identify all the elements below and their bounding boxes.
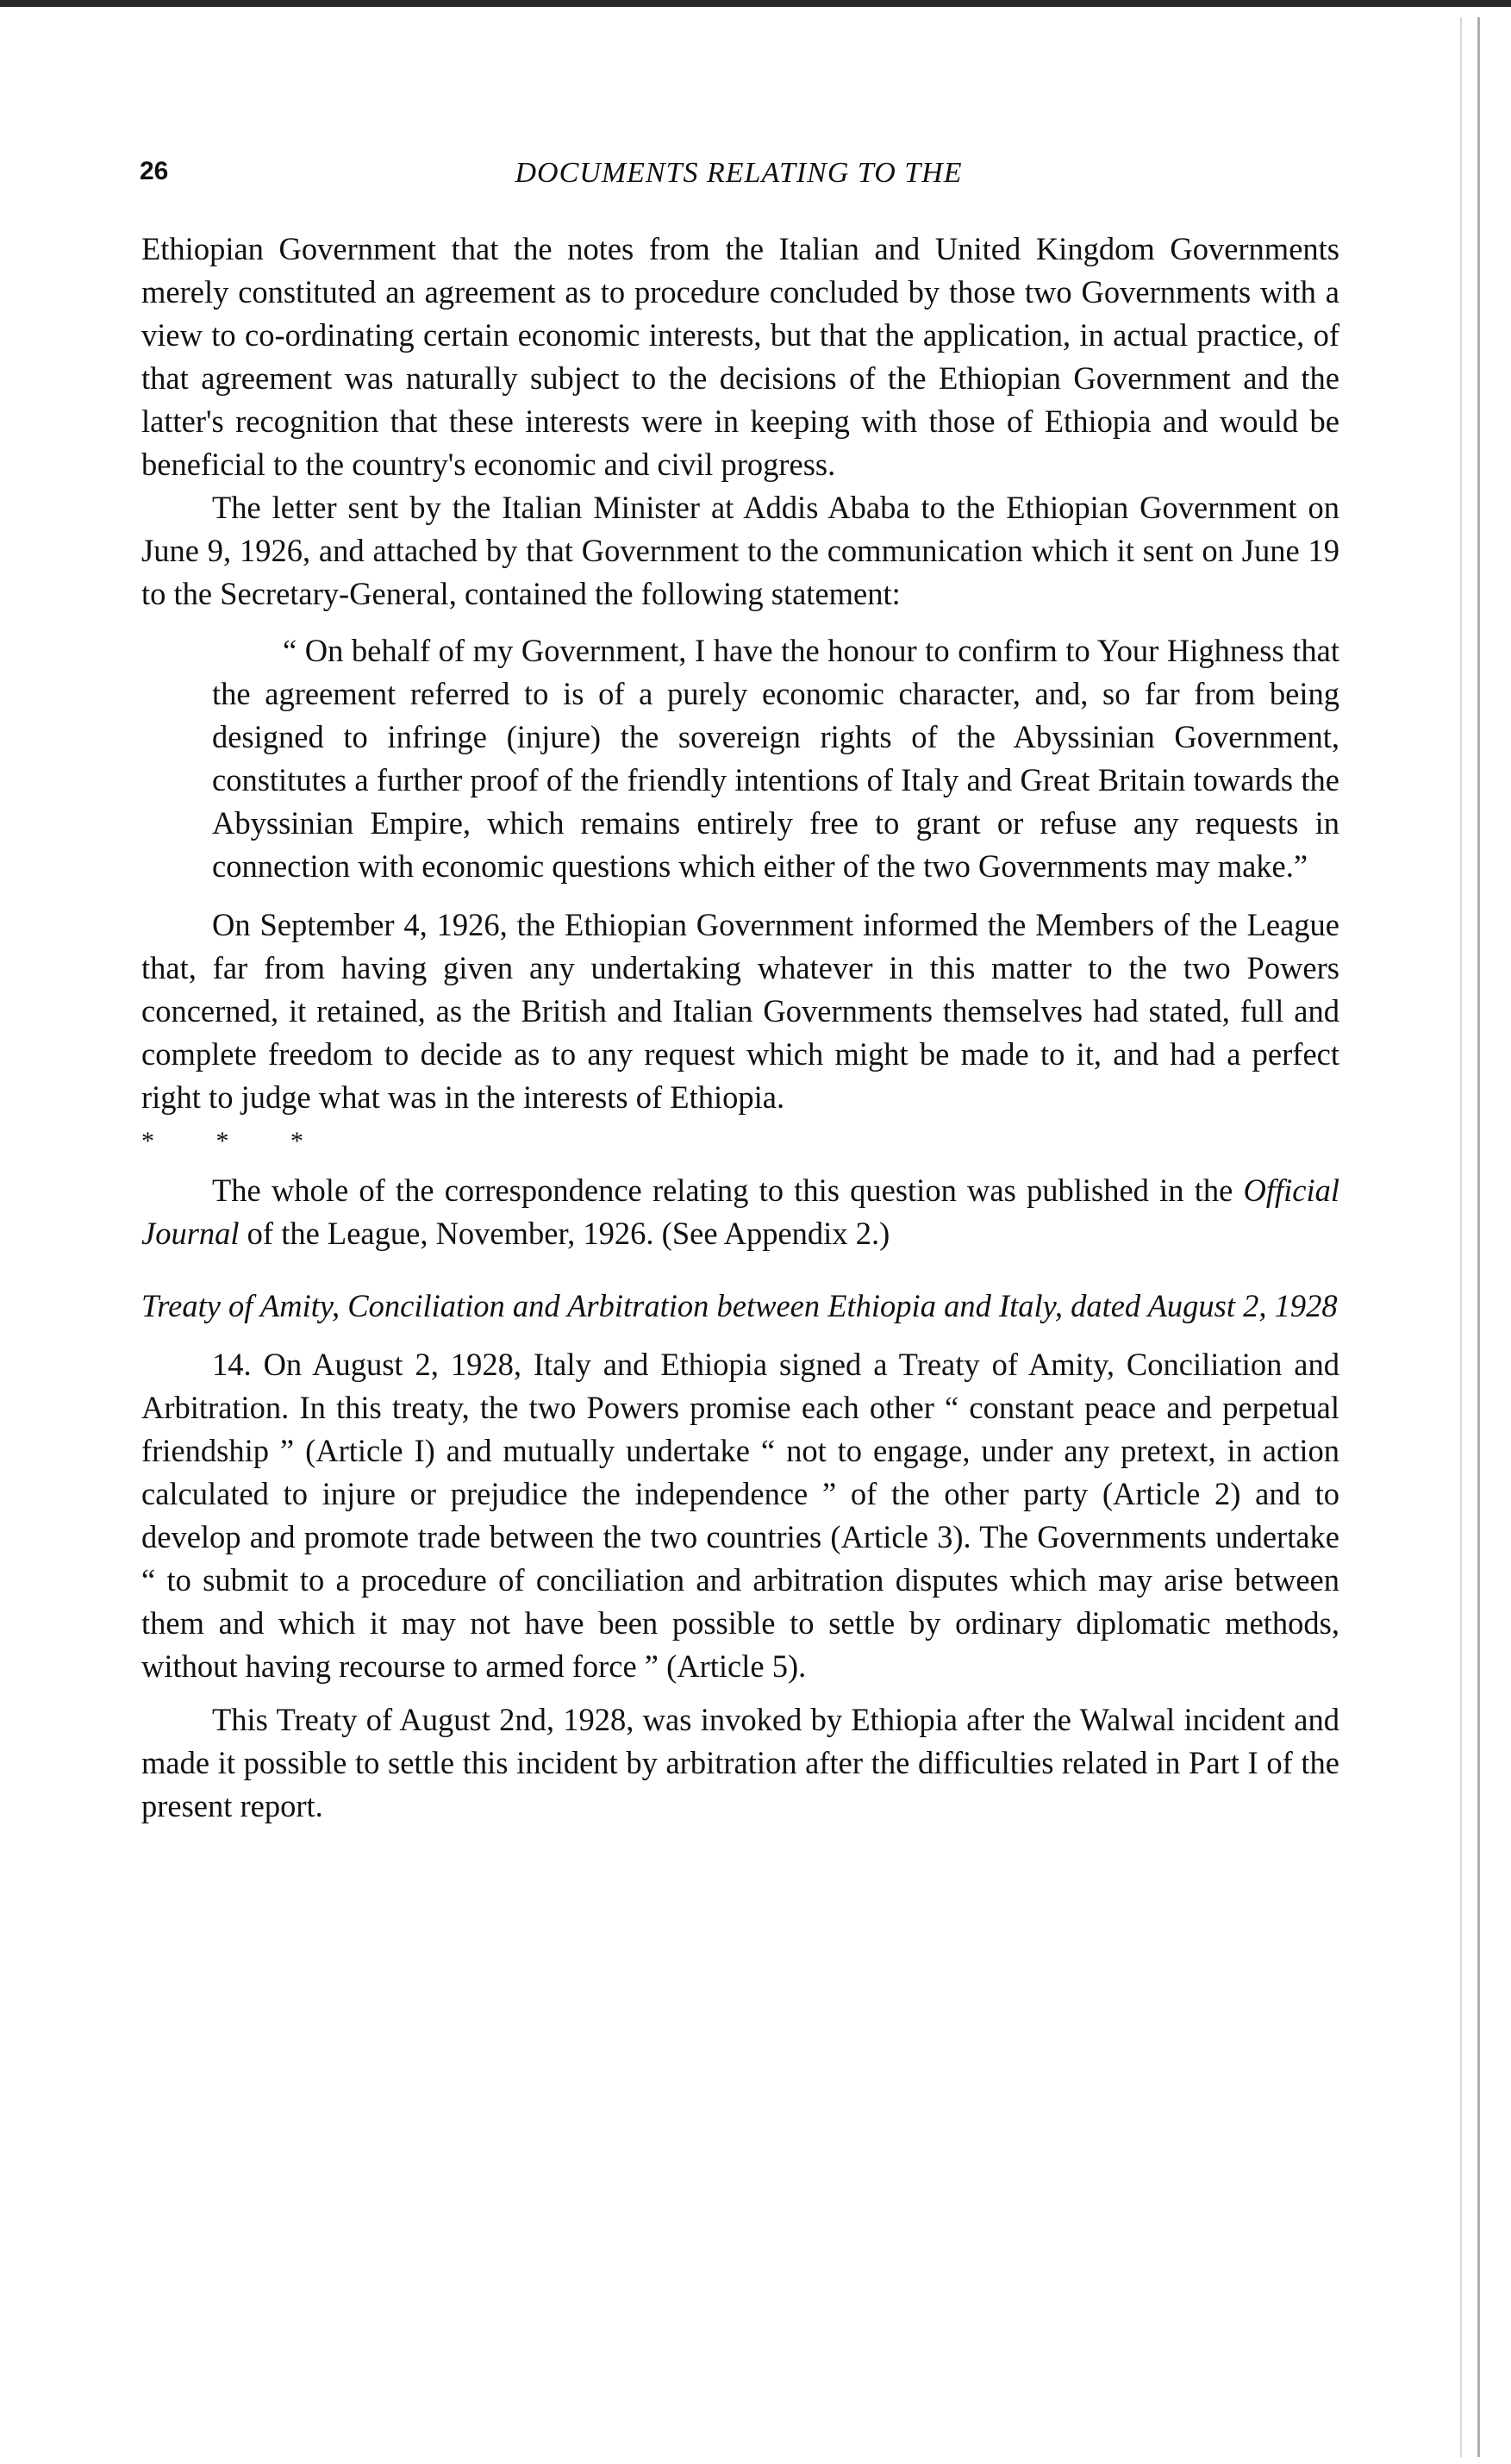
section-heading: Treaty of Amity, Conciliation and Arbitration between Ethiopia and Italy, dated August 2, 1928 (141, 1288, 1338, 1323)
official-journal-title: Official Journal (141, 1173, 1339, 1251)
paragraph-treaty-invoked: This Treaty of August 2nd, 1928, was invoked by Ethiopia after the Walwal incident and made it possible to settle this incident by arbitration after the difficulties related in Part I of the present report. (141, 1702, 1339, 1823)
page-header (140, 157, 1338, 200)
paragraph-correspondence (141, 1169, 1339, 1255)
top-scan-edge (0, 0, 1511, 7)
paragraph-continuation: Ethiopian Government that the notes from the Italian and United Kingdom Governments merely constituted an agreement as to procedure concluded by those two Governments with a view to co-ordinating certain economic interests, but that the application, in actual practice, of that agreement was naturally subject to the decisions of the Ethiopian Government and the latter's recognition that these interests were in keeping with those of Ethiopia and would be beneficial to the country's economic and civil progress. (141, 231, 1339, 482)
section-break-stars: * * * (141, 1127, 303, 1155)
paragraph-september: On September 4, 1926, the Ethiopian Government informed the Members of the League that, far from having given any undertaking whatever in this matter to the two Powers concerned, it retained, as the British and Italian Governments themselves had stated, full and complete freedom to decide as to any request which might be made to it, and had a perfect right to judge what was in the interests of Ethiopia. (141, 907, 1339, 1115)
paragraph-14: 14. On August 2, 1928, Italy and Ethiopia signed a Treaty of Amity, Conciliation and Arbitration. In this treaty, the two Powers promise each other “ constant peace and perpetual friendship ” (Article I) and mutually undertake “ not to engage, under any pretext, in action calculated to injure or prejudice the independence ” of the other party (Article 2) and to develop and promote trade between the two countries (Article 3). The Governments undertake “ to submit to a procedure of conciliation and arbitration disputes which may arise between them and which it may not have been possible to settle by ordinary diplomatic methods, without having recourse to armed force ” (Article 5). (141, 1347, 1339, 1684)
running-title: DOCUMENTS RELATING TO THE (515, 157, 963, 189)
correspondence-text-end: of the League, November, 1926. (See Appendix 2.) (239, 1216, 890, 1251)
body-text (141, 228, 1339, 1828)
paragraph-letter: The letter sent by the Italian Minister at Addis Ababa to the Ethiopian Government on June 9, 1926, and attached by that Government to the communication which it sent on June 19 to the Secretary-General, contained the following statement: (141, 490, 1339, 611)
correspondence-text-start: The whole of the correspondence relating to this question was published in the (212, 1173, 1244, 1208)
right-scan-edge (1477, 17, 1480, 2457)
page-number: 26 (140, 157, 169, 185)
block-quote (212, 629, 1339, 888)
quote-text: “ On behalf of my Government, I have the honour to confirm to Your Highness that the agreement referred to is of a purely economic character, and, so far from being designed to infringe (injure) the sovereign rights of the Abyssinian Government, constitutes a further proof of the friendly intentions of Italy and Great Britain towards the Abyssinian Empire, which remains entirely free to grant or refuse any requests in connection with economic questions which either of the two Governments may make.” (212, 633, 1339, 884)
right-scan-shadow (1460, 17, 1462, 2457)
